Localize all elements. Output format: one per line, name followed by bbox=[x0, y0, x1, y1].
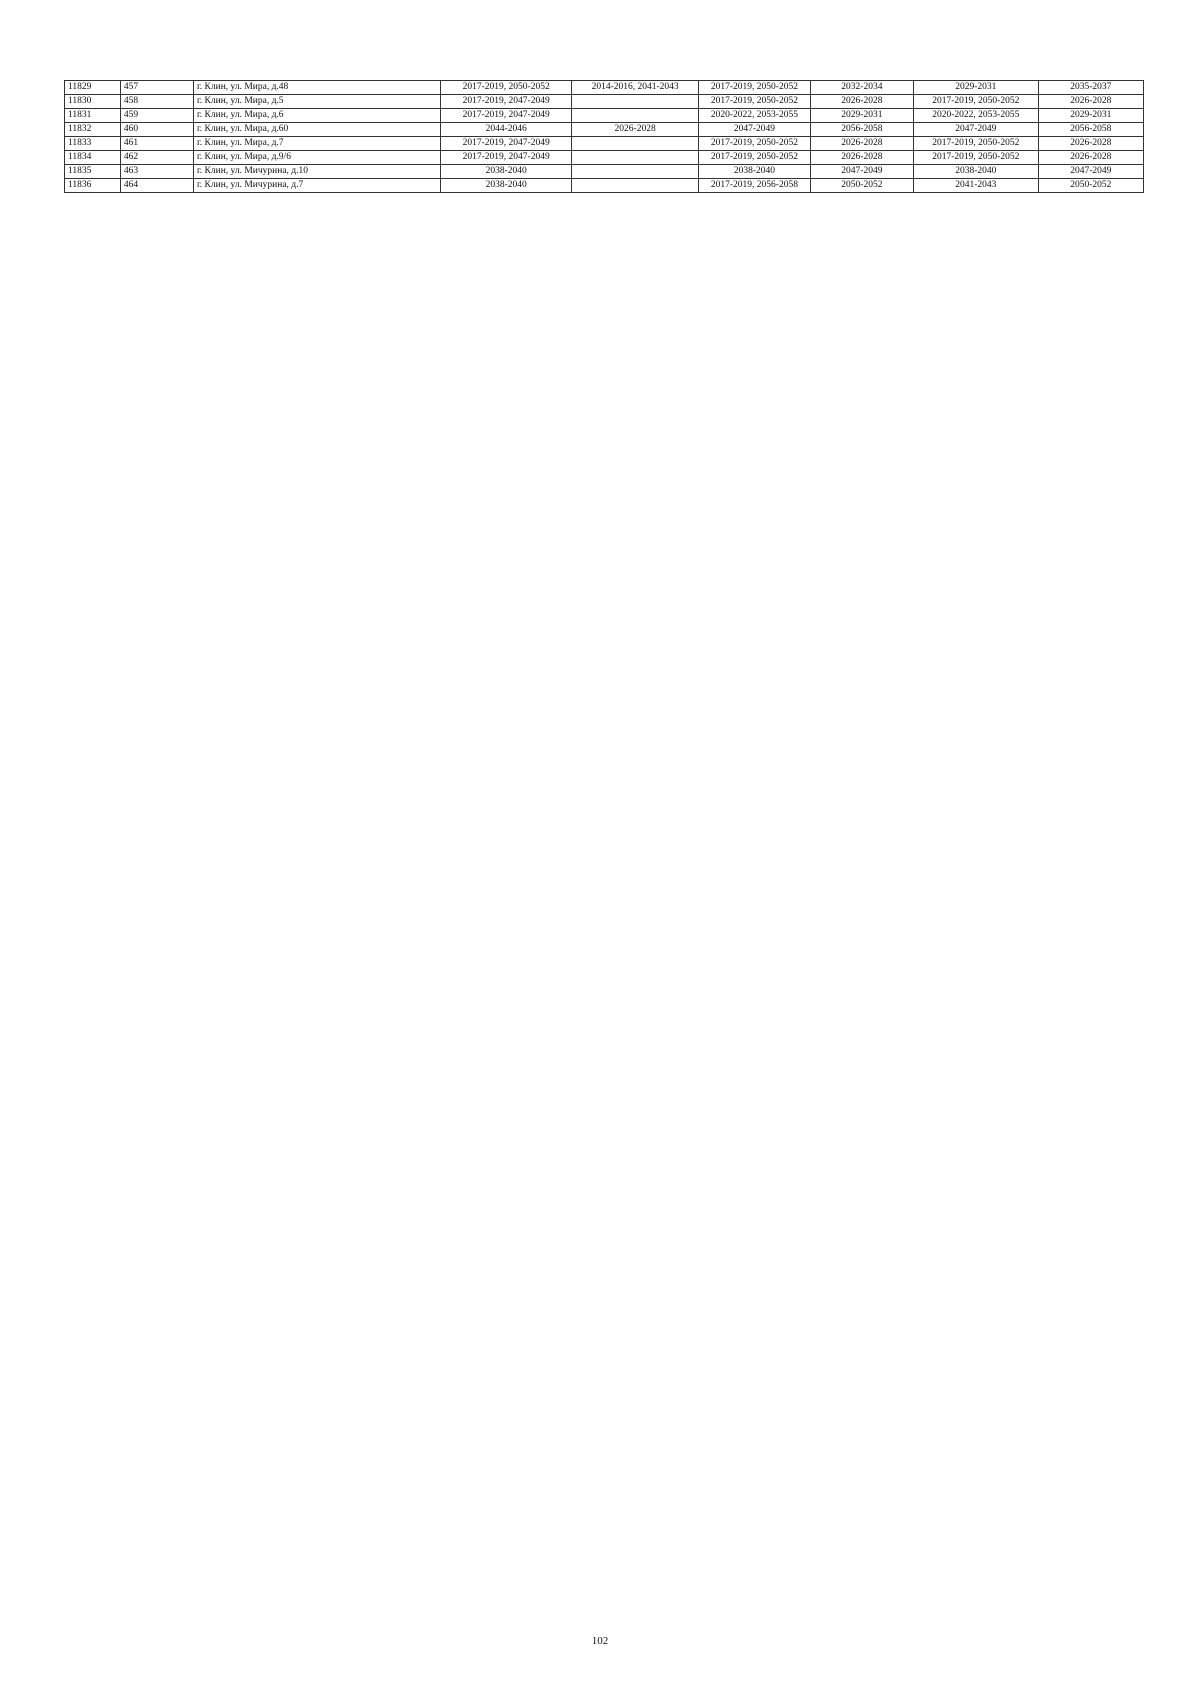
period-cell-6: 2026-2028 bbox=[1038, 151, 1143, 165]
row-id-cell: 11836 bbox=[65, 179, 121, 193]
table-row bbox=[65, 137, 1144, 151]
row-number-cell: 457 bbox=[120, 81, 193, 95]
period-cell-6: 2047-2049 bbox=[1038, 165, 1143, 179]
register-table bbox=[64, 80, 1144, 193]
address-cell: г. Клин, ул. Мира, д.7 bbox=[193, 137, 440, 151]
period-cell-4: 2026-2028 bbox=[810, 137, 913, 151]
period-cell-6: 2035-2037 bbox=[1038, 81, 1143, 95]
period-cell-5: 2047-2049 bbox=[913, 123, 1038, 137]
period-cell-5: 2017-2019, 2050-2052 bbox=[913, 95, 1038, 109]
period-cell-3: 2017-2019, 2050-2052 bbox=[699, 81, 811, 95]
period-cell-6: 2050-2052 bbox=[1038, 179, 1143, 193]
period-cell-3: 2020-2022, 2053-2055 bbox=[699, 109, 811, 123]
period-cell-6: 2056-2058 bbox=[1038, 123, 1143, 137]
period-cell-1: 2044-2046 bbox=[441, 123, 572, 137]
period-cell-6: 2026-2028 bbox=[1038, 95, 1143, 109]
row-number-cell: 458 bbox=[120, 95, 193, 109]
period-cell-4: 2026-2028 bbox=[810, 95, 913, 109]
row-id-cell: 11832 bbox=[65, 123, 121, 137]
period-cell-5: 2038-2040 bbox=[913, 165, 1038, 179]
period-cell-6: 2029-2031 bbox=[1038, 109, 1143, 123]
period-cell-3: 2017-2019, 2050-2052 bbox=[699, 151, 811, 165]
period-cell-1: 2038-2040 bbox=[441, 179, 572, 193]
period-cell-3: 2038-2040 bbox=[699, 165, 811, 179]
period-cell-1: 2038-2040 bbox=[441, 165, 572, 179]
row-number-cell: 463 bbox=[120, 165, 193, 179]
row-number-cell: 461 bbox=[120, 137, 193, 151]
table-row bbox=[65, 151, 1144, 165]
period-cell-5: 2017-2019, 2050-2052 bbox=[913, 151, 1038, 165]
table-row bbox=[65, 81, 1144, 95]
period-cell-2 bbox=[572, 151, 699, 165]
period-cell-4: 2026-2028 bbox=[810, 151, 913, 165]
period-cell-2 bbox=[572, 179, 699, 193]
table-row bbox=[65, 165, 1144, 179]
period-cell-2 bbox=[572, 95, 699, 109]
row-number-cell: 460 bbox=[120, 123, 193, 137]
row-id-cell: 11835 bbox=[65, 165, 121, 179]
row-id-cell: 11831 bbox=[65, 109, 121, 123]
period-cell-5: 2029-2031 bbox=[913, 81, 1038, 95]
period-cell-2 bbox=[572, 109, 699, 123]
period-cell-1: 2017-2019, 2047-2049 bbox=[441, 95, 572, 109]
row-number-cell: 459 bbox=[120, 109, 193, 123]
period-cell-5: 2020-2022, 2053-2055 bbox=[913, 109, 1038, 123]
address-cell: г. Клин, ул. Мира, д.5 bbox=[193, 95, 440, 109]
row-id-cell: 11830 bbox=[65, 95, 121, 109]
period-cell-6: 2026-2028 bbox=[1038, 137, 1143, 151]
period-cell-2: 2026-2028 bbox=[572, 123, 699, 137]
address-cell: г. Клин, ул. Мичурина, д.10 bbox=[193, 165, 440, 179]
address-cell: г. Клин, ул. Мичурина, д.7 bbox=[193, 179, 440, 193]
register-table-container bbox=[64, 80, 1144, 193]
row-id-cell: 11834 bbox=[65, 151, 121, 165]
period-cell-4: 2029-2031 bbox=[810, 109, 913, 123]
table-row bbox=[65, 109, 1144, 123]
period-cell-1: 2017-2019, 2047-2049 bbox=[441, 109, 572, 123]
period-cell-4: 2047-2049 bbox=[810, 165, 913, 179]
period-cell-3: 2017-2019, 2056-2058 bbox=[699, 179, 811, 193]
row-number-cell: 464 bbox=[120, 179, 193, 193]
page-number: 102 bbox=[591, 1635, 609, 1647]
period-cell-4: 2056-2058 bbox=[810, 123, 913, 137]
period-cell-5: 2017-2019, 2050-2052 bbox=[913, 137, 1038, 151]
address-cell: г. Клин, ул. Мира, д.6 bbox=[193, 109, 440, 123]
period-cell-3: 2047-2049 bbox=[699, 123, 811, 137]
table-row bbox=[65, 95, 1144, 109]
period-cell-4: 2032-2034 bbox=[810, 81, 913, 95]
period-cell-4: 2050-2052 bbox=[810, 179, 913, 193]
period-cell-3: 2017-2019, 2050-2052 bbox=[699, 137, 811, 151]
period-cell-2 bbox=[572, 165, 699, 179]
period-cell-1: 2017-2019, 2050-2052 bbox=[441, 81, 572, 95]
address-cell: г. Клин, ул. Мира, д.60 bbox=[193, 123, 440, 137]
period-cell-2 bbox=[572, 137, 699, 151]
table-body bbox=[65, 81, 1144, 193]
address-cell: г. Клин, ул. Мира, д.48 bbox=[193, 81, 440, 95]
table-row bbox=[65, 123, 1144, 137]
row-number-cell: 462 bbox=[120, 151, 193, 165]
table-row bbox=[65, 179, 1144, 193]
address-cell: г. Клин, ул. Мира, д.9/6 bbox=[193, 151, 440, 165]
period-cell-2: 2014-2016, 2041-2043 bbox=[572, 81, 699, 95]
period-cell-1: 2017-2019, 2047-2049 bbox=[441, 151, 572, 165]
row-id-cell: 11829 bbox=[65, 81, 121, 95]
period-cell-3: 2017-2019, 2050-2052 bbox=[699, 95, 811, 109]
row-id-cell: 11833 bbox=[65, 137, 121, 151]
period-cell-1: 2017-2019, 2047-2049 bbox=[441, 137, 572, 151]
period-cell-5: 2041-2043 bbox=[913, 179, 1038, 193]
